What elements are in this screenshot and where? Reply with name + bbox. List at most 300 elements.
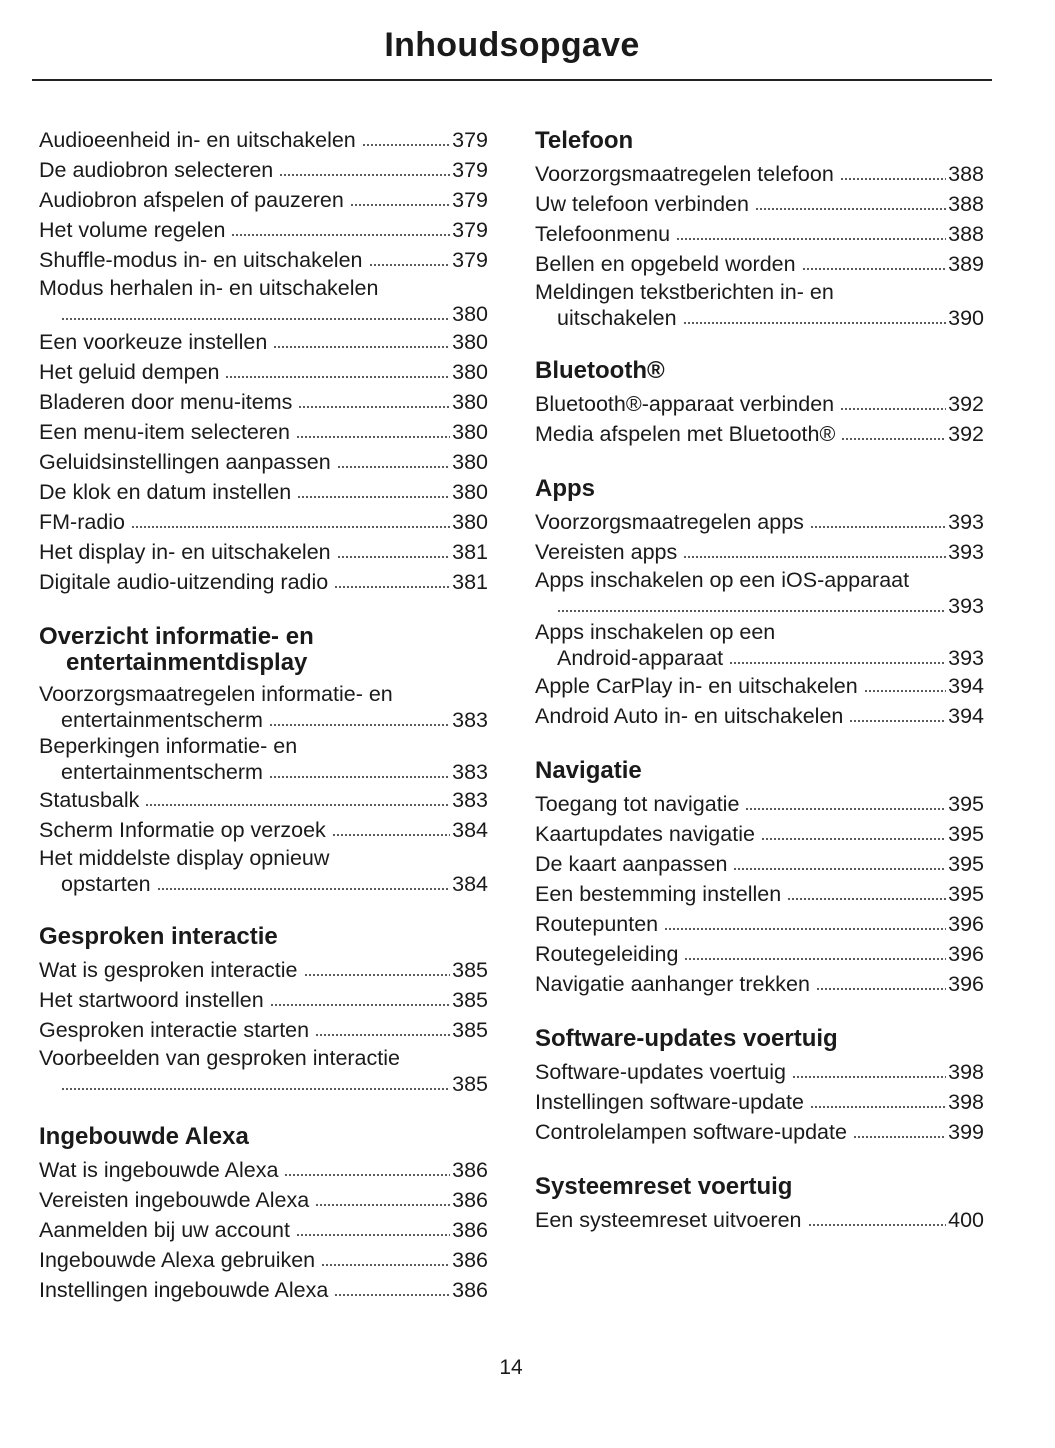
toc-section <box>39 1124 488 1305</box>
toc-entry-title: Bluetooth®-apparaat verbinden <box>535 392 835 416</box>
toc-entry-page: 395 <box>948 852 984 876</box>
dot-leader <box>802 265 947 271</box>
dot-leader <box>61 1085 450 1091</box>
dot-leader <box>683 319 947 325</box>
dot-leader <box>664 925 946 931</box>
toc-entry-title: Kaartupdates navigatie <box>535 822 755 846</box>
toc-entry-page: 380 <box>452 302 488 326</box>
dot-leader <box>231 231 450 237</box>
dot-leader <box>337 463 450 469</box>
section-heading <box>535 1174 984 1200</box>
toc-entry-page: 385 <box>452 1072 488 1096</box>
toc-entry-page: 381 <box>452 570 488 594</box>
toc-entry[interactable] <box>39 357 488 387</box>
toc-entry-title: Vereisten apps <box>535 540 678 564</box>
toc-section <box>39 624 488 897</box>
toc-entry-line <box>39 1071 488 1097</box>
toc-entry-title: Het startwoord instellen <box>39 988 264 1012</box>
toc-entry-title: Uw telefoon verbinden <box>535 192 749 216</box>
toc-entry-line <box>39 155 488 185</box>
toc-entry[interactable] <box>535 1057 984 1087</box>
toc-entry-line <box>535 671 984 701</box>
toc-entry-title: Android Auto in- en uitschakelen <box>535 704 844 728</box>
toc-entry-title: Shuffle-modus in- en uitschakelen <box>39 248 363 272</box>
toc-entry-line <box>535 219 984 249</box>
toc-section <box>535 128 984 331</box>
toc-entry[interactable] <box>39 1155 488 1185</box>
toc-entry-page: 379 <box>452 188 488 212</box>
toc-entry-line <box>39 245 488 275</box>
toc-entry-line <box>39 327 488 357</box>
toc-entry-title: Bladeren door menu-items <box>39 390 293 414</box>
toc-entry-page: 389 <box>948 252 984 276</box>
toc-entry[interactable] <box>39 815 488 845</box>
dot-leader <box>350 201 450 207</box>
toc-entry[interactable] <box>535 159 984 189</box>
toc-entry-line <box>39 507 488 537</box>
toc-entry-page: 385 <box>452 1018 488 1042</box>
dot-leader <box>557 607 946 613</box>
toc-entry-title: Vereisten ingebouwde Alexa <box>39 1188 310 1212</box>
toc-entry-page: 379 <box>452 128 488 152</box>
toc-column-right <box>535 128 984 1235</box>
toc-entry-page: 398 <box>948 1060 984 1084</box>
section-heading-text: Systeemreset voertuig <box>535 1173 793 1200</box>
toc-entry-line <box>39 215 488 245</box>
dot-leader <box>729 659 946 665</box>
toc-entry[interactable] <box>39 1045 488 1097</box>
dot-leader <box>61 315 450 321</box>
toc-entry[interactable] <box>535 537 984 567</box>
dot-leader <box>787 895 946 901</box>
toc-entry-title: Het geluid dempen <box>39 360 220 384</box>
toc-entry[interactable] <box>39 1185 488 1215</box>
dot-leader <box>334 1291 450 1297</box>
section-heading <box>535 758 984 784</box>
dot-leader <box>269 773 450 779</box>
section-heading <box>39 624 488 676</box>
section-heading-text: Ingebouwde Alexa <box>39 1123 249 1150</box>
toc-entry-page: 394 <box>948 704 984 728</box>
toc-entry-line <box>535 789 984 819</box>
toc-entry-title: Het display in- en uitschakelen <box>39 540 331 564</box>
toc-section <box>39 125 488 597</box>
toc-entry-line <box>535 1057 984 1087</box>
toc-entry-page: 395 <box>948 822 984 846</box>
section-heading <box>535 476 984 502</box>
toc-entry[interactable] <box>39 955 488 985</box>
toc-entry-page: 394 <box>948 674 984 698</box>
toc-entry-title: Routepunten <box>535 912 659 936</box>
dot-leader <box>304 971 451 977</box>
toc-entry-line <box>39 1185 488 1215</box>
dot-leader <box>297 493 450 499</box>
toc-entry[interactable] <box>39 215 488 245</box>
toc-entry-line <box>39 567 488 597</box>
section-heading-text: Telefoon <box>535 127 634 154</box>
toc-entry-line <box>535 879 984 909</box>
section-heading <box>39 924 488 950</box>
toc-entry-title: Statusbalk <box>39 788 140 812</box>
section-heading-text: Apps <box>535 475 595 502</box>
title-divider <box>32 79 992 81</box>
dot-leader <box>761 835 946 841</box>
toc-entry-line <box>39 1015 488 1045</box>
toc-entry-line <box>535 1205 984 1235</box>
dot-leader <box>362 141 450 147</box>
toc-entry-page: 379 <box>452 248 488 272</box>
dot-leader <box>315 1031 450 1037</box>
toc-entry-line <box>535 537 984 567</box>
toc-entry-line <box>535 249 984 279</box>
toc-entry-line <box>535 619 984 645</box>
toc-entry-line <box>535 1087 984 1117</box>
toc-entry-title-continuation: opstarten <box>61 872 151 896</box>
dot-leader <box>810 523 946 529</box>
toc-entry[interactable] <box>535 507 984 537</box>
toc-entry-title: Voorbeelden van gesproken interactie <box>39 1046 400 1070</box>
dot-leader <box>284 1171 450 1177</box>
toc-section <box>535 358 984 449</box>
toc-entry[interactable] <box>39 537 488 567</box>
section-heading <box>535 128 984 154</box>
dot-leader <box>225 373 450 379</box>
toc-entry[interactable] <box>39 327 488 357</box>
toc-entry-line <box>39 301 488 327</box>
toc-entry-title: Routegeleiding <box>535 942 679 966</box>
toc-entry[interactable] <box>39 387 488 417</box>
dot-leader <box>840 175 946 181</box>
toc-entry[interactable] <box>39 1275 488 1305</box>
toc-entry-page: 395 <box>948 792 984 816</box>
toc-entry-page: 390 <box>948 306 984 330</box>
toc-entry[interactable] <box>39 681 488 733</box>
toc-entry-page: 385 <box>452 958 488 982</box>
toc-entry-page: 398 <box>948 1090 984 1114</box>
toc-entry[interactable] <box>535 819 984 849</box>
dot-leader <box>269 721 450 727</box>
toc-entry-page: 399 <box>948 1120 984 1144</box>
toc-entry-page: 396 <box>948 942 984 966</box>
toc-entry[interactable] <box>535 1205 984 1235</box>
toc-entry[interactable] <box>39 1215 488 1245</box>
toc-entry-line <box>535 279 984 305</box>
toc-entry-line <box>39 185 488 215</box>
section-heading <box>535 1026 984 1052</box>
section-heading <box>39 1124 488 1150</box>
dot-leader <box>864 687 946 693</box>
section-heading-text: Bluetooth® <box>535 357 665 384</box>
toc-entry-line <box>39 845 488 871</box>
toc-entry[interactable] <box>39 185 488 215</box>
toc-entry-title: Instellingen software-update <box>535 1090 804 1114</box>
toc-entry-page: 393 <box>948 510 984 534</box>
toc-entry-page: 395 <box>948 882 984 906</box>
toc-entry-title: Software-updates voertuig <box>535 1060 786 1084</box>
toc-entry[interactable] <box>39 733 488 785</box>
toc-entry-line <box>39 537 488 567</box>
toc-entry[interactable] <box>535 189 984 219</box>
toc-entry-page: 385 <box>452 988 488 1012</box>
toc-entry-page: 384 <box>452 818 488 842</box>
toc-entry[interactable] <box>535 701 984 731</box>
toc-entry-title: Wat is ingebouwde Alexa <box>39 1158 279 1182</box>
toc-entry-page: 393 <box>948 540 984 564</box>
toc-entry-title: Apps inschakelen op een iOS-apparaat <box>535 568 910 592</box>
toc-entry-line <box>39 447 488 477</box>
toc-entry-title-continuation: Android-apparaat <box>557 646 724 670</box>
toc-entry[interactable] <box>535 939 984 969</box>
toc-entry-title: Navigatie aanhanger trekken <box>535 972 810 996</box>
toc-entry[interactable] <box>535 279 984 331</box>
dot-leader <box>321 1261 450 1267</box>
toc-entry-line <box>39 815 488 845</box>
toc-entry[interactable] <box>39 567 488 597</box>
dot-leader <box>332 831 450 837</box>
toc-entry-line <box>39 707 488 733</box>
dot-leader <box>853 1133 946 1139</box>
toc-entry-title: De kaart aanpassen <box>535 852 728 876</box>
toc-entry-line <box>535 1117 984 1147</box>
toc-entry-title: Audiobron afspelen of pauzeren <box>39 188 344 212</box>
toc-entry-title: Apps inschakelen op een <box>535 620 776 644</box>
toc-entry[interactable] <box>535 789 984 819</box>
toc-entry-page: 383 <box>452 788 488 812</box>
toc-section <box>535 1174 984 1235</box>
dot-leader <box>676 235 946 241</box>
toc-section <box>535 758 984 999</box>
toc-entry-line <box>39 417 488 447</box>
dot-leader <box>810 1103 946 1109</box>
toc-entry-title: Een systeemreset uitvoeren <box>535 1208 802 1232</box>
toc-entry-page: 380 <box>452 390 488 414</box>
toc-entry-page: 388 <box>948 162 984 186</box>
toc-entry[interactable] <box>535 619 984 671</box>
toc-entry[interactable] <box>535 1117 984 1147</box>
toc-entry-page: 380 <box>452 360 488 384</box>
toc-entry[interactable] <box>39 985 488 1015</box>
toc-entry-page: 392 <box>948 392 984 416</box>
toc-entry-line <box>535 305 984 331</box>
toc-entry-page: 388 <box>948 192 984 216</box>
toc-entry-page: 383 <box>452 708 488 732</box>
dot-leader <box>296 433 450 439</box>
toc-entry-title: Apple CarPlay in- en uitschakelen <box>535 674 858 698</box>
toc-entry-title: Telefoonmenu <box>535 222 671 246</box>
toc-entry-line <box>39 357 488 387</box>
toc-entry[interactable] <box>39 1245 488 1275</box>
toc-entry[interactable] <box>535 389 984 419</box>
toc-entry-page: 388 <box>948 222 984 246</box>
toc-entry-line <box>535 419 984 449</box>
toc-entry-page: 380 <box>452 330 488 354</box>
toc-entry-line <box>535 189 984 219</box>
toc-entry-line <box>39 1045 488 1071</box>
toc-entry-title: Bellen en opgebeld worden <box>535 252 796 276</box>
toc-entry-title: Een voorkeuze instellen <box>39 330 268 354</box>
toc-entry-page: 393 <box>948 646 984 670</box>
dot-leader <box>270 1001 450 1007</box>
toc-entry[interactable] <box>535 1087 984 1117</box>
toc-entry[interactable] <box>39 1015 488 1045</box>
dot-leader <box>298 403 450 409</box>
toc-entry-title: Voorzorgsmaatregelen apps <box>535 510 804 534</box>
section-heading-text: Software-updates voertuig <box>535 1025 838 1052</box>
toc-entry-page: 380 <box>452 420 488 444</box>
toc-entry-title: Voorzorgsmaatregelen informatie- en <box>39 682 393 706</box>
toc-entry-page: 386 <box>452 1158 488 1182</box>
toc-entry-title-continuation: entertainmentscherm <box>61 708 263 732</box>
toc-entry-page: 380 <box>452 510 488 534</box>
toc-entry-line <box>535 593 984 619</box>
dot-leader <box>337 553 451 559</box>
dot-leader <box>841 435 946 441</box>
toc-entry-title: Het volume regelen <box>39 218 226 242</box>
toc-entry-title: Wat is gesproken interactie <box>39 958 298 982</box>
dot-leader <box>315 1201 450 1207</box>
toc-entry-title: Geluidsinstellingen aanpassen <box>39 450 331 474</box>
toc-entry-title: Ingebouwde Alexa gebruiken <box>39 1248 316 1272</box>
dot-leader <box>816 985 946 991</box>
dot-leader <box>745 805 946 811</box>
toc-entry-line <box>535 507 984 537</box>
toc-entry[interactable] <box>535 909 984 939</box>
toc-entry-page: 396 <box>948 972 984 996</box>
section-heading-text: Overzicht informatie- en <box>39 623 314 650</box>
toc-section <box>39 924 488 1097</box>
toc-entry-title: De klok en datum instellen <box>39 480 292 504</box>
toc-entry-page: 381 <box>452 540 488 564</box>
section-heading-text: Navigatie <box>535 757 642 784</box>
toc-section <box>535 476 984 731</box>
toc-entry-title: Digitale audio-uitzending radio <box>39 570 329 594</box>
dot-leader <box>145 801 450 807</box>
dot-leader <box>334 583 450 589</box>
dot-leader <box>792 1073 946 1079</box>
toc-entry-line <box>39 1245 488 1275</box>
toc-entry-line <box>39 759 488 785</box>
toc-entry-line <box>535 567 984 593</box>
toc-entry[interactable] <box>39 447 488 477</box>
toc-entry-line <box>39 985 488 1015</box>
dot-leader <box>755 205 946 211</box>
section-heading-text: Gesproken interactie <box>39 923 278 950</box>
dot-leader <box>849 717 946 723</box>
dot-leader <box>369 261 451 267</box>
toc-entry-title: Beperkingen informatie- en <box>39 734 298 758</box>
toc-entry[interactable] <box>535 849 984 879</box>
toc-entry-title-continuation: uitschakelen <box>557 306 677 330</box>
toc-entry-line <box>535 701 984 731</box>
toc-entry[interactable] <box>535 219 984 249</box>
toc-entry[interactable] <box>39 275 488 327</box>
toc-entry-line <box>535 159 984 189</box>
toc-entry[interactable] <box>39 785 488 815</box>
toc-entry-title: Scherm Informatie op verzoek <box>39 818 326 842</box>
toc-entry-title: De audiobron selecteren <box>39 158 274 182</box>
toc-entry-page: 384 <box>452 872 488 896</box>
toc-entry-title: Toegang tot navigatie <box>535 792 740 816</box>
toc-entry[interactable] <box>39 477 488 507</box>
toc-entry[interactable] <box>535 249 984 279</box>
toc-entry-line <box>39 125 488 155</box>
toc-entry-page: 386 <box>452 1218 488 1242</box>
toc-entry-line <box>39 955 488 985</box>
toc-entry[interactable] <box>39 507 488 537</box>
toc-entry-line <box>535 939 984 969</box>
toc-entry[interactable] <box>39 155 488 185</box>
toc-entry[interactable] <box>535 969 984 999</box>
dot-leader <box>273 343 450 349</box>
toc-entry[interactable] <box>39 845 488 897</box>
dot-leader <box>733 865 946 871</box>
toc-entry-line <box>39 681 488 707</box>
toc-entry-line <box>535 849 984 879</box>
section-heading-continuation: entertainmentdisplay <box>66 649 308 676</box>
toc-entry-line <box>535 909 984 939</box>
dot-leader <box>684 955 946 961</box>
dot-leader <box>131 523 450 529</box>
toc-entry-line <box>39 1155 488 1185</box>
toc-entry[interactable] <box>535 671 984 701</box>
toc-entry[interactable] <box>39 245 488 275</box>
toc-entry-line <box>535 969 984 999</box>
dot-leader <box>683 553 946 559</box>
toc-entry-page: 386 <box>452 1278 488 1302</box>
toc-entry-title: Meldingen tekstberichten in- en <box>535 280 834 304</box>
toc-entry-line <box>39 387 488 417</box>
toc-entry-title: Een bestemming instellen <box>535 882 782 906</box>
toc-entry-line <box>39 1275 488 1305</box>
toc-entry-title: Gesproken interactie starten <box>39 1018 310 1042</box>
toc-entry-page: 386 <box>452 1188 488 1212</box>
toc-entry-title: Instellingen ingebouwde Alexa <box>39 1278 329 1302</box>
toc-entry-title: Modus herhalen in- en uitschakelen <box>39 276 379 300</box>
toc-entry-title: Aanmelden bij uw account <box>39 1218 290 1242</box>
toc-entry[interactable] <box>535 879 984 909</box>
toc-entry-title-continuation: entertainmentscherm <box>61 760 263 784</box>
toc-entry-line <box>39 733 488 759</box>
toc-entry-line <box>39 275 488 301</box>
toc-entry-line <box>39 477 488 507</box>
toc-entry-line <box>39 871 488 897</box>
toc-entry[interactable] <box>535 419 984 449</box>
toc-entry-title: Het middelste display opnieuw <box>39 846 330 870</box>
dot-leader <box>840 405 946 411</box>
toc-entry-line <box>39 1215 488 1245</box>
toc-entry-page: 386 <box>452 1248 488 1272</box>
toc-entry-line <box>39 785 488 815</box>
toc-entry-page: 380 <box>452 480 488 504</box>
dot-leader <box>279 171 450 177</box>
toc-entry-title: Controlelampen software-update <box>535 1120 847 1144</box>
toc-entry[interactable] <box>39 125 488 155</box>
toc-entry-page: 383 <box>452 760 488 784</box>
toc-entry-page: 400 <box>948 1208 984 1232</box>
toc-entry-line <box>535 819 984 849</box>
toc-entry-page: 396 <box>948 912 984 936</box>
toc-entry-page: 380 <box>452 450 488 474</box>
toc-entry-page: 379 <box>452 158 488 182</box>
dot-leader <box>157 885 450 891</box>
toc-entry-title: FM-radio <box>39 510 126 534</box>
toc-entry-page: 379 <box>452 218 488 242</box>
toc-entry[interactable] <box>535 567 984 619</box>
dot-leader <box>296 1231 450 1237</box>
toc-entry-title: Voorzorgsmaatregelen telefoon <box>535 162 834 186</box>
toc-entry[interactable] <box>39 417 488 447</box>
toc-entry-title: Audioeenheid in- en uitschakelen <box>39 128 356 152</box>
